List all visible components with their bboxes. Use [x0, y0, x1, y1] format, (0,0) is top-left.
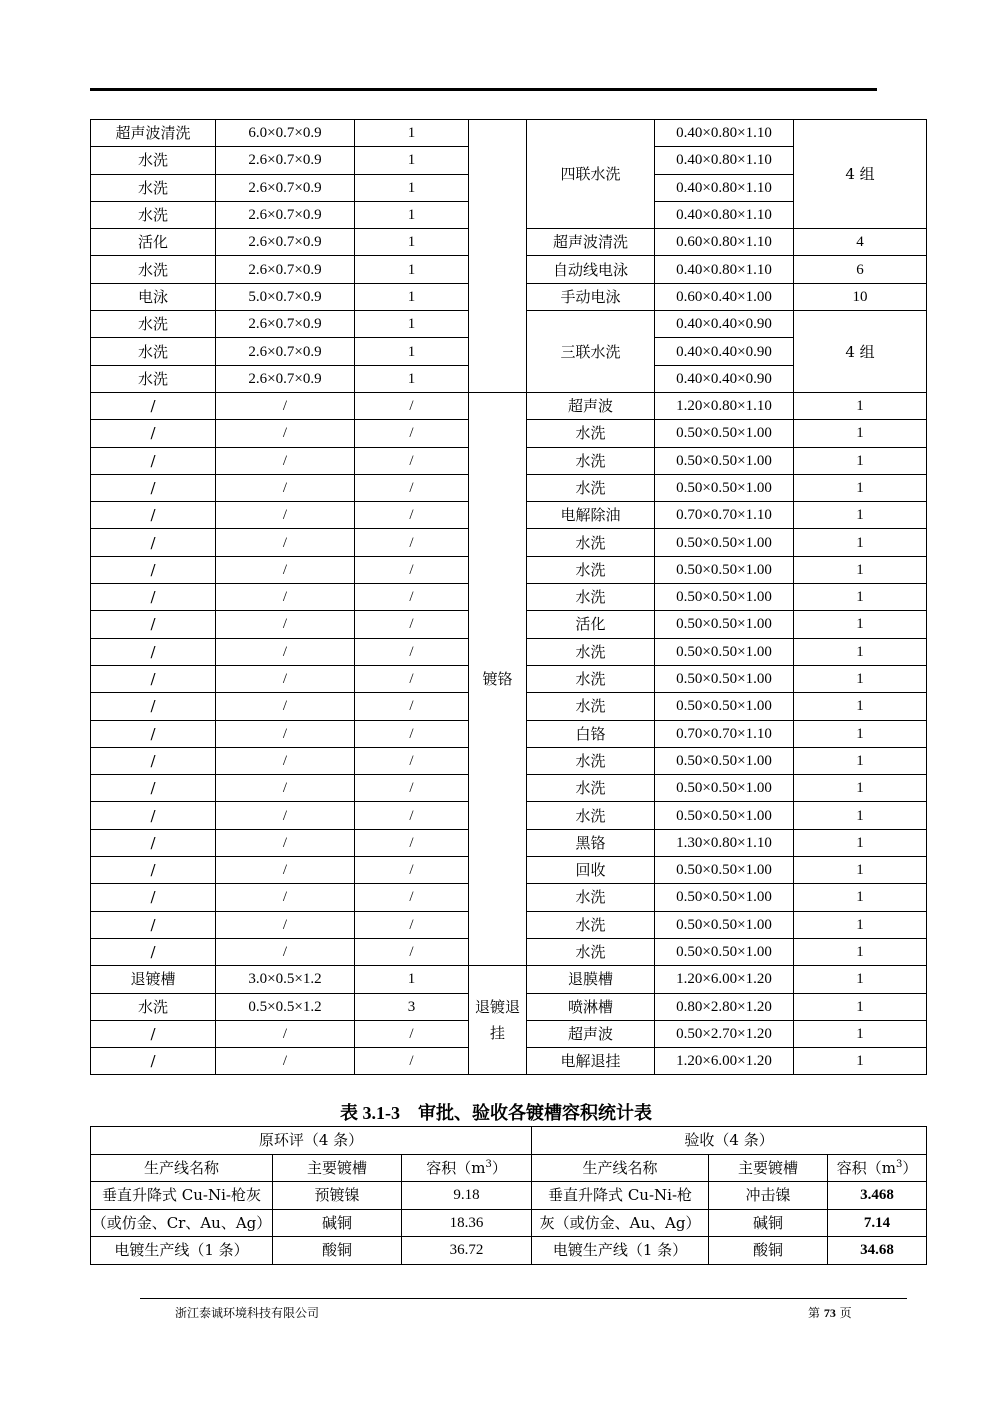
orig-process: /: [91, 802, 216, 829]
new-process: 水洗: [527, 447, 655, 474]
new-dims: 1.30×0.80×1.10: [655, 829, 794, 856]
orig-dims: /: [216, 502, 355, 529]
orig-process: /: [91, 502, 216, 529]
left-group-header: 原环评（4 条）: [91, 1127, 532, 1155]
footer-company: 浙江泰诚环境科技有限公司: [175, 1306, 320, 1320]
orig-dims: /: [216, 584, 355, 611]
orig-count: 1: [355, 201, 469, 228]
orig-count: /: [355, 420, 469, 447]
new-count: 1: [794, 611, 927, 638]
table-row: [91, 966, 927, 993]
new-process: 水洗: [527, 420, 655, 447]
orig-dims: /: [216, 829, 355, 856]
orig-process: 超声波清洗: [91, 120, 216, 147]
orig-count: /: [355, 502, 469, 529]
orig-count: /: [355, 638, 469, 665]
orig-process: /: [91, 392, 216, 419]
orig-dims: /: [216, 720, 355, 747]
caption-number: 表 3.1-3: [340, 1103, 400, 1123]
new-count: 1: [794, 693, 927, 720]
group-blank: [469, 120, 527, 393]
new-count: 6: [794, 256, 927, 283]
new-dims: 0.50×0.50×1.00: [655, 747, 794, 774]
new-count: 1: [794, 556, 927, 583]
orig-dims: 3.0×0.5×1.2: [216, 966, 355, 993]
new-dims: 0.40×0.40×0.90: [655, 311, 794, 338]
new-process: 水洗: [527, 556, 655, 583]
orig-dims: /: [216, 911, 355, 938]
new-count: 1: [794, 911, 927, 938]
footer-rule: [140, 1298, 907, 1299]
orig-dims: /: [216, 611, 355, 638]
right-line-name-3: 电镀生产线（1 条）: [532, 1237, 709, 1265]
orig-dims: /: [216, 420, 355, 447]
orig-process: /: [91, 638, 216, 665]
new-dims: 0.50×0.50×1.00: [655, 420, 794, 447]
new-dims: 1.20×6.00×1.20: [655, 1048, 794, 1075]
new-count: 1: [794, 1048, 927, 1075]
orig-process: /: [91, 829, 216, 856]
table-caption: [0, 1099, 992, 1125]
new-dims: 0.40×0.80×1.10: [655, 256, 794, 283]
orig-dims: /: [216, 693, 355, 720]
new-process: 手动电泳: [527, 283, 655, 310]
new-dims: 0.40×0.40×0.90: [655, 338, 794, 365]
orig-dims: /: [216, 529, 355, 556]
orig-count: 1: [355, 174, 469, 201]
new-count: 1: [794, 938, 927, 965]
new-count: 1: [794, 802, 927, 829]
orig-count: /: [355, 747, 469, 774]
new-process: 自动线电泳: [527, 256, 655, 283]
orig-count: /: [355, 1048, 469, 1075]
new-count: 1: [794, 584, 927, 611]
new-process: 水洗: [527, 474, 655, 501]
group-chrome: 镀铬: [469, 392, 527, 965]
new-process: 超声波: [527, 392, 655, 419]
group-strip: 退镀退挂: [469, 966, 527, 1075]
right-tank: 冲击镍: [709, 1182, 828, 1210]
orig-count: 1: [355, 229, 469, 256]
orig-process: /: [91, 775, 216, 802]
footer-page: 第 73 页: [808, 1306, 852, 1320]
orig-process: 水洗: [91, 201, 216, 228]
orig-dims: 2.6×0.7×0.9: [216, 365, 355, 392]
new-process: 超声波: [527, 1020, 655, 1047]
new-count: 1: [794, 392, 927, 419]
right-tank: 酸铜: [709, 1237, 828, 1265]
left-volume: 18.36: [402, 1209, 532, 1237]
orig-process: /: [91, 693, 216, 720]
orig-dims: /: [216, 747, 355, 774]
orig-process: /: [91, 665, 216, 692]
volume-statistics-table: [90, 1126, 927, 1265]
right-volume: 3.468: [828, 1182, 927, 1210]
header-volume: 容积$(m^3)$: [828, 1154, 927, 1182]
new-dims: 0.40×0.80×1.10: [655, 120, 794, 147]
right-line-name-1: 垂直升降式 Cu-Ni-枪: [532, 1182, 709, 1210]
new-dims: 0.50×0.50×1.00: [655, 693, 794, 720]
new-process: 喷淋槽: [527, 993, 655, 1020]
header-rule: [90, 88, 877, 91]
orig-dims: /: [216, 556, 355, 583]
header-main-tank: 主要镀槽: [273, 1154, 402, 1182]
new-process: 水洗: [527, 638, 655, 665]
orig-dims: 6.0×0.7×0.9: [216, 120, 355, 147]
orig-dims: /: [216, 474, 355, 501]
orig-count: /: [355, 911, 469, 938]
right-tank: 碱铜: [709, 1209, 828, 1237]
orig-count: /: [355, 802, 469, 829]
left-volume: 9.18: [402, 1182, 532, 1210]
orig-count: /: [355, 829, 469, 856]
orig-dims: 2.6×0.7×0.9: [216, 174, 355, 201]
new-count: 1: [794, 447, 927, 474]
new-dims: 0.60×0.40×1.00: [655, 283, 794, 310]
orig-process: 水洗: [91, 256, 216, 283]
right-volume: 7.14: [828, 1209, 927, 1237]
orig-count: /: [355, 857, 469, 884]
new-process: 三联水洗: [527, 311, 655, 393]
orig-dims: 5.0×0.7×0.9: [216, 283, 355, 310]
new-process: 水洗: [527, 665, 655, 692]
orig-dims: 0.5×0.5×1.2: [216, 993, 355, 1020]
new-dims: 0.40×0.80×1.10: [655, 174, 794, 201]
orig-count: 1: [355, 311, 469, 338]
orig-count: 3: [355, 993, 469, 1020]
new-count: 1: [794, 884, 927, 911]
orig-process: 电泳: [91, 283, 216, 310]
new-process: 水洗: [527, 584, 655, 611]
new-process: 电解除油: [527, 502, 655, 529]
new-process: 水洗: [527, 747, 655, 774]
orig-count: 1: [355, 256, 469, 283]
orig-process: 活化: [91, 229, 216, 256]
new-count: 1: [794, 993, 927, 1020]
new-count: 1: [794, 966, 927, 993]
orig-process: 水洗: [91, 993, 216, 1020]
new-process: 白铬: [527, 720, 655, 747]
new-dims: 0.50×2.70×1.20: [655, 1020, 794, 1047]
new-dims: 0.50×0.50×1.00: [655, 611, 794, 638]
new-count: 1: [794, 420, 927, 447]
new-dims: 0.50×0.50×1.00: [655, 638, 794, 665]
orig-count: /: [355, 884, 469, 911]
new-dims: 0.80×2.80×1.20: [655, 993, 794, 1020]
header-volume: 容积$(m^3)$: [402, 1154, 532, 1182]
new-count: 4 组: [794, 311, 927, 393]
orig-process: /: [91, 1048, 216, 1075]
left-volume: 36.72: [402, 1237, 532, 1265]
new-dims: 0.50×0.50×1.00: [655, 802, 794, 829]
orig-dims: /: [216, 665, 355, 692]
orig-count: /: [355, 693, 469, 720]
orig-count: /: [355, 775, 469, 802]
orig-dims: /: [216, 802, 355, 829]
new-count: 1: [794, 529, 927, 556]
orig-count: /: [355, 938, 469, 965]
new-count: 1: [794, 747, 927, 774]
orig-process: /: [91, 1020, 216, 1047]
orig-count: 1: [355, 338, 469, 365]
orig-count: /: [355, 556, 469, 583]
new-dims: 0.50×0.50×1.00: [655, 911, 794, 938]
orig-count: /: [355, 447, 469, 474]
orig-process: 水洗: [91, 311, 216, 338]
new-dims: 0.50×0.50×1.00: [655, 665, 794, 692]
new-count: 4 组: [794, 120, 927, 229]
right-group-header: 验收（4 条）: [532, 1127, 927, 1155]
new-count: 1: [794, 775, 927, 802]
orig-process: 水洗: [91, 174, 216, 201]
new-dims: 0.40×0.80×1.10: [655, 147, 794, 174]
new-dims: 1.20×0.80×1.10: [655, 392, 794, 419]
new-process: 水洗: [527, 938, 655, 965]
new-dims: 0.60×0.80×1.10: [655, 229, 794, 256]
left-line-name-1: 垂直升降式 Cu-Ni-枪灰: [91, 1182, 273, 1210]
new-count: 10: [794, 283, 927, 310]
new-dims: 1.20×6.00×1.20: [655, 966, 794, 993]
orig-count: /: [355, 611, 469, 638]
orig-dims: 2.6×0.7×0.9: [216, 147, 355, 174]
orig-dims: /: [216, 392, 355, 419]
new-dims: 0.50×0.50×1.00: [655, 584, 794, 611]
table-row: [91, 120, 927, 147]
orig-process: 水洗: [91, 338, 216, 365]
orig-process: /: [91, 529, 216, 556]
orig-count: 1: [355, 365, 469, 392]
orig-dims: 2.6×0.7×0.9: [216, 201, 355, 228]
new-process: 电解退挂: [527, 1048, 655, 1075]
orig-process: /: [91, 447, 216, 474]
orig-dims: /: [216, 447, 355, 474]
orig-process: 退镀槽: [91, 966, 216, 993]
new-count: 1: [794, 638, 927, 665]
header-main-tank: 主要镀槽: [709, 1154, 828, 1182]
orig-process: /: [91, 911, 216, 938]
new-process: 水洗: [527, 911, 655, 938]
new-process: 超声波清洗: [527, 229, 655, 256]
orig-count: /: [355, 584, 469, 611]
new-dims: 0.50×0.50×1.00: [655, 474, 794, 501]
orig-process: /: [91, 857, 216, 884]
orig-count: /: [355, 1020, 469, 1047]
new-count: 1: [794, 857, 927, 884]
orig-count: /: [355, 720, 469, 747]
orig-count: /: [355, 529, 469, 556]
right-volume: 34.68: [828, 1237, 927, 1265]
orig-process: /: [91, 474, 216, 501]
new-process: 水洗: [527, 693, 655, 720]
new-dims: 0.50×0.50×1.00: [655, 884, 794, 911]
orig-process: 水洗: [91, 147, 216, 174]
orig-count: /: [355, 474, 469, 501]
orig-dims: 2.6×0.7×0.9: [216, 229, 355, 256]
orig-process: /: [91, 584, 216, 611]
orig-count: /: [355, 392, 469, 419]
orig-process: /: [91, 611, 216, 638]
orig-dims: 2.6×0.7×0.9: [216, 311, 355, 338]
orig-dims: 2.6×0.7×0.9: [216, 256, 355, 283]
orig-dims: /: [216, 775, 355, 802]
orig-dims: 2.6×0.7×0.9: [216, 338, 355, 365]
header-line-name: 生产线名称: [532, 1154, 709, 1182]
new-dims: 0.40×0.80×1.10: [655, 201, 794, 228]
new-dims: 0.50×0.50×1.00: [655, 447, 794, 474]
left-tank: 碱铜: [273, 1209, 402, 1237]
orig-dims: /: [216, 638, 355, 665]
orig-process: /: [91, 556, 216, 583]
orig-dims: /: [216, 938, 355, 965]
new-process: 水洗: [527, 775, 655, 802]
header-line-name: 生产线名称: [91, 1154, 273, 1182]
new-dims: 0.40×0.40×0.90: [655, 365, 794, 392]
new-count: 1: [794, 720, 927, 747]
right-line-name-2: 灰（或仿金、Au、Ag）: [532, 1209, 709, 1237]
left-line-name-3: 电镀生产线（1 条）: [91, 1237, 273, 1265]
orig-process: /: [91, 747, 216, 774]
orig-dims: /: [216, 857, 355, 884]
orig-process: /: [91, 938, 216, 965]
orig-count: /: [355, 665, 469, 692]
orig-process: 水洗: [91, 365, 216, 392]
new-process: 黑铬: [527, 829, 655, 856]
new-process: 退膜槽: [527, 966, 655, 993]
new-dims: 0.50×0.50×1.00: [655, 556, 794, 583]
table-row: [91, 392, 927, 419]
new-count: 1: [794, 474, 927, 501]
new-dims: 0.70×0.70×1.10: [655, 720, 794, 747]
orig-dims: /: [216, 884, 355, 911]
new-dims: 0.50×0.50×1.00: [655, 775, 794, 802]
orig-count: 1: [355, 966, 469, 993]
new-count: 1: [794, 665, 927, 692]
new-count: 4: [794, 229, 927, 256]
new-dims: 0.70×0.70×1.10: [655, 502, 794, 529]
orig-process: /: [91, 884, 216, 911]
orig-process: /: [91, 420, 216, 447]
new-process: 回收: [527, 857, 655, 884]
new-count: 1: [794, 829, 927, 856]
tank-comparison-table: [90, 119, 927, 1075]
new-process: 水洗: [527, 802, 655, 829]
new-process: 活化: [527, 611, 655, 638]
left-tank: 酸铜: [273, 1237, 402, 1265]
page-number: 73: [823, 1306, 836, 1320]
orig-count: 1: [355, 147, 469, 174]
new-count: 1: [794, 502, 927, 529]
new-process: 水洗: [527, 884, 655, 911]
caption-title: 审批、验收各镀槽容积统计表: [418, 1103, 652, 1124]
orig-process: /: [91, 720, 216, 747]
new-dims: 0.50×0.50×1.00: [655, 857, 794, 884]
orig-dims: /: [216, 1048, 355, 1075]
orig-count: 1: [355, 120, 469, 147]
orig-dims: /: [216, 1020, 355, 1047]
new-process: 水洗: [527, 529, 655, 556]
new-process: 四联水洗: [527, 120, 655, 229]
new-dims: 0.50×0.50×1.00: [655, 529, 794, 556]
left-tank: 预镀镍: [273, 1182, 402, 1210]
left-line-name-2: （或仿金、Cr、Au、Ag）: [91, 1209, 273, 1237]
new-count: 1: [794, 1020, 927, 1047]
new-dims: 0.50×0.50×1.00: [655, 938, 794, 965]
orig-count: 1: [355, 283, 469, 310]
